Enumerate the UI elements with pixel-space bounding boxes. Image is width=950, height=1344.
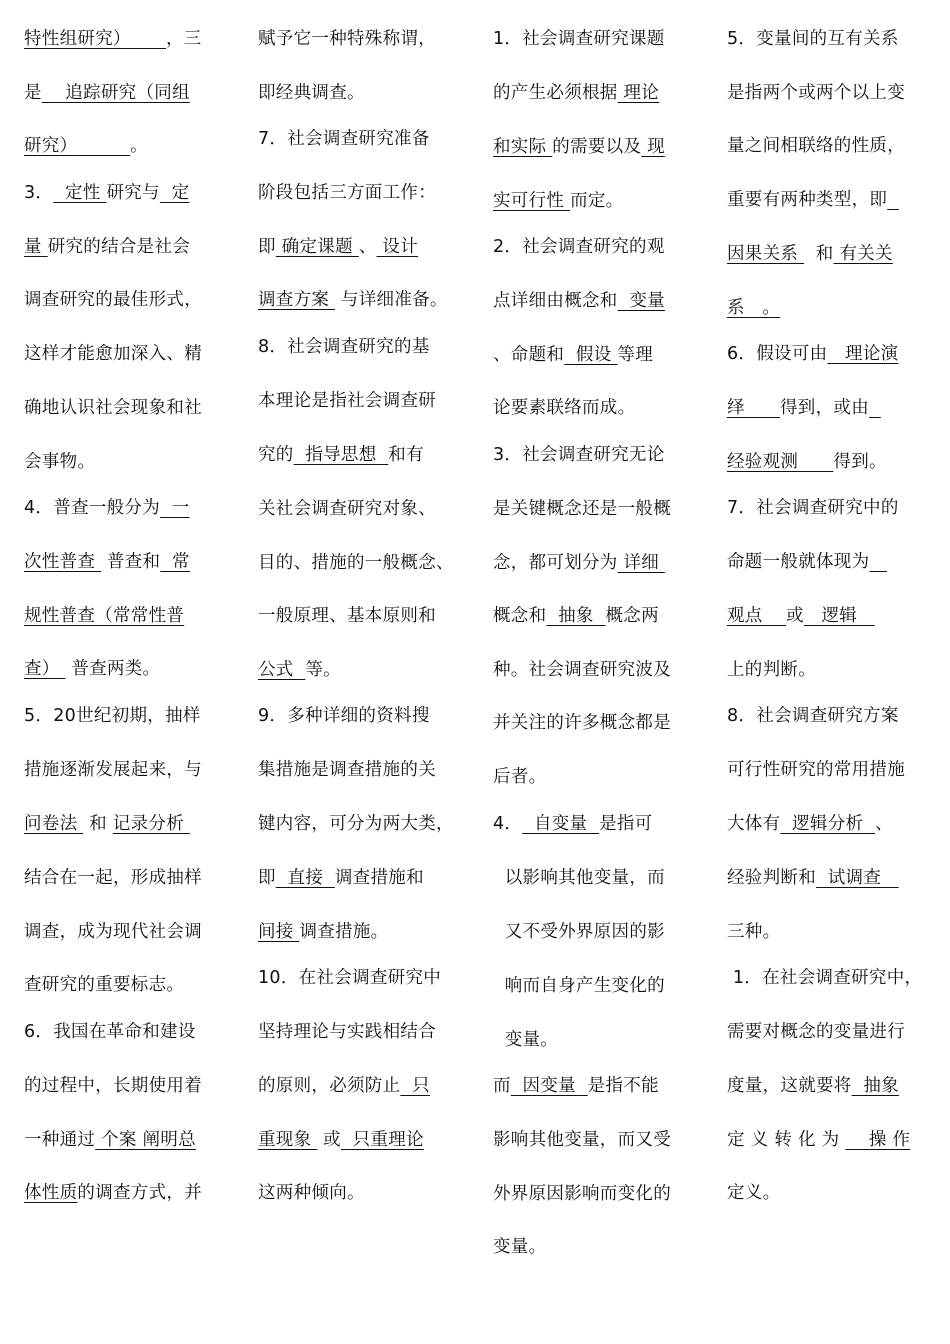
text-segment: 键内容，可分为两大类， — [258, 814, 454, 834]
text-segment: 一种通过 — [24, 1130, 96, 1150]
text-line — [727, 134, 905, 158]
text-line — [24, 1128, 196, 1152]
text-line — [258, 81, 365, 105]
text-line — [258, 181, 436, 205]
fill-in-answer: 抽象 — [851, 1076, 899, 1096]
fill-in-answer: 一 — [160, 498, 190, 518]
fill-in-answer: 自变量 — [522, 814, 600, 834]
fill-in-answer: 观点 — [727, 606, 763, 626]
fill-in-answer: 有关关 — [833, 244, 893, 264]
text-segment: 命题一般就体现为 — [727, 552, 870, 572]
text-segment: 、 — [358, 237, 377, 257]
text-segment: 普查和 — [101, 552, 161, 572]
fill-in-answer: 和实际 — [493, 137, 553, 157]
text-segment: 而定。 — [570, 191, 624, 211]
fill-in-answer: 只重理论 — [340, 1130, 424, 1150]
text-segment: 外界原因影响而变化的 — [493, 1184, 671, 1204]
text-segment: 变量。 — [493, 1237, 547, 1257]
text-segment: 量之间相联络的性质， — [727, 136, 905, 156]
text-line — [24, 235, 190, 259]
text-segment: ，三 — [166, 29, 202, 49]
fill-in-answer: 间接 — [258, 922, 300, 942]
text-segment: 调查措施和 — [334, 868, 424, 888]
text-segment: 大体有 — [727, 814, 781, 834]
text-segment: 6．我国在革命和建设 — [24, 1022, 196, 1042]
fill-in-answer: 量 — [24, 237, 42, 257]
fill-in-answer: 抽象 — [546, 606, 606, 626]
text-segment: 等。 — [305, 660, 341, 680]
text-line — [258, 866, 424, 890]
text-line — [493, 343, 653, 367]
fill-in-answer: 定性 — [53, 183, 107, 203]
text-line — [258, 966, 441, 990]
text-segment: 得到。 — [833, 452, 887, 472]
text-segment: 是指可 — [599, 814, 653, 834]
text-segment: 经验判断和 — [727, 868, 816, 888]
fill-in-answer: 阐明总 — [142, 1130, 196, 1150]
text-line — [727, 1181, 780, 1205]
text-line — [258, 127, 430, 151]
text-segment: 点详细由概念和 — [493, 291, 618, 311]
text-line — [727, 1020, 905, 1044]
text-line — [258, 758, 436, 782]
text-line — [493, 443, 665, 467]
text-line — [727, 496, 899, 520]
text-line — [727, 27, 899, 51]
text-segment: 即 — [258, 237, 276, 257]
text-line — [493, 1074, 659, 1098]
text-segment: 措施逐渐发展起来，与 — [24, 760, 202, 780]
text-line — [258, 235, 418, 259]
text-segment: 目的、措施的一般概念、 — [258, 553, 454, 573]
text-segment: 以影响其他变量，而 — [493, 868, 665, 888]
text-segment: 7．社会调查研究中的 — [727, 498, 899, 518]
text-segment: 结合在一起，形成抽样 — [24, 868, 202, 888]
text-line — [258, 1074, 430, 1098]
text-line — [493, 27, 665, 51]
text-line — [493, 235, 665, 259]
text-segment: 一般原理、基本原则和 — [258, 606, 436, 626]
text-line — [24, 604, 184, 628]
text-segment: 查研究的重要标志。 — [24, 975, 185, 995]
text-segment: 、命题和 — [493, 345, 565, 365]
text-segment: 确地认识社会现象和社 — [24, 398, 202, 418]
text-line — [24, 81, 190, 105]
text-line — [24, 27, 202, 51]
text-line — [24, 1020, 196, 1044]
text-segment: 研究与 — [106, 183, 160, 203]
text-line — [727, 81, 905, 105]
text-line — [493, 551, 665, 575]
text-segment: 重要有两种类型，即 — [727, 190, 888, 210]
text-line — [727, 658, 816, 682]
text-segment: 概念和 — [493, 606, 547, 626]
text-line — [727, 966, 922, 990]
text-line — [24, 134, 148, 158]
text-segment: 的调查方式，并 — [77, 1183, 203, 1203]
text-segment: 得到，或由 — [780, 398, 869, 418]
text-line — [24, 1074, 202, 1098]
text-segment: 或 — [786, 606, 804, 626]
text-line — [24, 396, 202, 420]
text-line — [493, 812, 653, 836]
text-line — [24, 973, 184, 997]
text-segment: 变量。 — [493, 1030, 559, 1050]
fill-in-answer: 次性普查 — [24, 552, 102, 572]
text-line — [493, 1235, 546, 1259]
text-segment: 究的 — [258, 445, 294, 465]
text-line — [258, 335, 430, 359]
text-segment: 又不受外界原因的影 — [493, 922, 665, 942]
fill-in-answer: 理论 — [617, 83, 660, 103]
fill-in-answer: 指导思想 — [293, 445, 389, 465]
text-line — [24, 920, 202, 944]
fill-in-answer — [745, 398, 780, 418]
text-line — [727, 450, 887, 474]
fill-in-answer: 研究） — [24, 136, 78, 156]
fill-in-answer: 逻辑分析 — [780, 814, 876, 834]
fill-in-answer: 公式 — [258, 660, 306, 680]
fill-in-answer — [869, 398, 881, 418]
fill-in-answer: 规性普查（常常性普 — [24, 606, 185, 626]
text-line — [258, 1181, 365, 1205]
text-line — [24, 342, 202, 366]
text-line — [727, 296, 780, 320]
fill-in-answer: 理论演 — [827, 344, 899, 364]
text-segment: 概念两 — [605, 606, 659, 626]
text-line — [24, 758, 202, 782]
fill-in-answer: 记录分析 — [112, 814, 190, 834]
text-segment: 和 — [83, 814, 113, 834]
text-line — [727, 396, 881, 420]
text-segment: 后者。 — [493, 767, 547, 787]
text-line — [258, 443, 424, 467]
text-line — [493, 974, 665, 998]
text-segment: 上的判断。 — [727, 660, 816, 680]
text-segment: 念，都可划分为 — [493, 553, 618, 573]
text-line — [727, 188, 899, 212]
text-segment: 8．社会调查研究的基 — [258, 337, 430, 357]
text-segment: 的需要以及 — [552, 137, 642, 157]
text-line — [493, 135, 665, 159]
fill-in-answer: 只 — [400, 1076, 430, 1096]
text-segment: 或 — [317, 1130, 341, 1150]
fill-in-answer: 个案 — [95, 1130, 143, 1150]
text-segment: 响而自身产生变化的 — [493, 976, 665, 996]
fill-in-answer: 绎 — [727, 398, 745, 418]
text-segment: 是 — [24, 83, 42, 103]
text-segment: 坚持理论与实践相结合 — [258, 1022, 436, 1042]
text-line — [493, 711, 671, 735]
text-line — [258, 604, 436, 628]
text-segment: 而 — [493, 1076, 511, 1096]
text-segment: 调查研究的最佳形式， — [24, 290, 202, 310]
text-segment: 7．社会调查研究准备 — [258, 129, 430, 149]
text-segment: 5．20世纪初期，抽样 — [24, 706, 201, 726]
text-segment: 9．多种详细的资料搜 — [258, 706, 430, 726]
text-line — [258, 1128, 424, 1152]
fill-in-answer: 逻辑 — [803, 606, 875, 626]
fill-in-answer — [763, 606, 786, 626]
fill-in-answer — [887, 190, 899, 210]
text-line — [258, 27, 436, 51]
fill-in-answer — [77, 136, 130, 156]
text-line — [493, 1182, 671, 1206]
fill-in-answer: 常 — [160, 552, 190, 572]
text-segment: 是关键概念还是一般概 — [493, 499, 671, 519]
text-segment: 影响其他变量，而又受 — [493, 1130, 671, 1150]
fill-in-answer: 体性质 — [24, 1183, 78, 1203]
text-line — [727, 866, 899, 890]
text-segment: 、 — [875, 814, 893, 834]
text-segment: 即 — [258, 868, 276, 888]
text-line — [727, 342, 898, 366]
text-line — [24, 288, 202, 312]
fill-in-answer: 变量 — [617, 291, 665, 311]
fill-in-answer: 查） — [24, 659, 60, 679]
fill-in-answer — [869, 552, 887, 572]
text-line — [24, 550, 190, 574]
text-line — [727, 704, 899, 728]
text-segment: 是指两个或两个以上变 — [727, 83, 905, 103]
text-segment: 调查，成为现代社会调 — [24, 922, 202, 942]
text-segment: 会事物。 — [24, 452, 96, 472]
fill-in-answer: 调查方案 — [258, 290, 336, 310]
text-segment: 即经典调查。 — [258, 83, 365, 103]
fill-in-answer: 现 — [641, 137, 665, 157]
text-segment: 2．社会调查研究的观 — [493, 237, 665, 257]
text-line — [727, 1074, 899, 1098]
text-segment: 可行性研究的常用措施 — [727, 760, 905, 780]
fill-in-answer: 直接 — [275, 868, 335, 888]
text-segment: 4． — [493, 814, 523, 834]
text-segment: 与详细准备。 — [335, 290, 448, 310]
text-line — [727, 550, 887, 574]
text-line — [258, 812, 454, 836]
text-line — [493, 289, 665, 313]
text-segment: 定 义 转 化 为 — [727, 1130, 846, 1150]
text-line — [258, 658, 341, 682]
text-segment: 和有 — [388, 445, 424, 465]
text-line — [24, 181, 189, 205]
fill-in-answer: 详细 — [617, 553, 665, 573]
fill-in-answer: 追踪研究（同组 — [41, 83, 190, 103]
text-line — [258, 551, 454, 575]
text-segment: 8．社会调查研究方案 — [727, 706, 899, 726]
text-segment: 关社会调查研究对象、 — [258, 499, 436, 519]
fill-in-answer: 假设 — [564, 345, 618, 365]
text-line — [493, 604, 659, 628]
text-segment: 普查两类。 — [65, 659, 161, 679]
text-segment: 6．假设可由 — [727, 344, 828, 364]
fill-in-answer: 系 。 — [727, 298, 781, 318]
text-segment: 。 — [130, 136, 148, 156]
text-segment: 定义。 — [727, 1183, 781, 1203]
fill-in-answer: 因变量 — [510, 1076, 588, 1096]
text-line — [493, 765, 546, 789]
text-line — [258, 920, 388, 944]
text-line — [24, 496, 190, 520]
text-line — [493, 189, 623, 213]
text-line — [258, 497, 436, 521]
text-segment: 论要素联络而成。 — [493, 398, 636, 418]
text-segment: 的过程中，长期使用着 — [24, 1076, 202, 1096]
text-segment: 本理论是指社会调查研 — [258, 391, 436, 411]
text-line — [727, 242, 893, 266]
text-line — [24, 1181, 202, 1205]
text-segment: 1．社会调查研究课题 — [493, 29, 665, 49]
text-segment: 三种。 — [727, 922, 781, 942]
text-segment: 3．社会调查研究无论 — [493, 445, 665, 465]
text-segment: 种。社会调查研究波及 — [493, 660, 671, 680]
text-segment: 这样才能愈加深入、精 — [24, 344, 202, 364]
text-line — [493, 396, 635, 420]
text-segment: 是指不能 — [587, 1076, 659, 1096]
fill-in-answer — [798, 452, 833, 472]
text-line — [24, 657, 160, 681]
text-line — [258, 389, 436, 413]
text-segment: 4．普查一般分为 — [24, 498, 161, 518]
text-segment: 5．变量间的互有关系 — [727, 29, 899, 49]
fill-in-answer: 定 — [159, 183, 190, 203]
fill-in-answer: 实可行性 — [493, 191, 571, 211]
text-line — [24, 704, 201, 728]
text-segment: 1．在社会调查研究中， — [727, 968, 923, 988]
text-segment: 等理 — [617, 345, 654, 365]
fill-in-answer: 因果关系 — [727, 244, 805, 264]
fill-in-answer — [131, 29, 166, 49]
text-segment: 3． — [24, 183, 54, 203]
text-segment: 10．在社会调查研究中 — [258, 968, 442, 988]
text-segment: 的原则，必须防止 — [258, 1076, 401, 1096]
fill-in-answer: 问卷法 — [24, 814, 84, 834]
fill-in-answer: 操 作 — [845, 1130, 911, 1150]
text-segment: 研究的结合是社会 — [47, 237, 191, 257]
text-segment: 度量，这就要将 — [727, 1076, 852, 1096]
text-line — [493, 866, 665, 890]
text-line — [727, 812, 893, 836]
text-segment: 和 — [804, 244, 834, 264]
text-segment: 需要对概念的变量进行 — [727, 1022, 905, 1042]
text-line — [727, 920, 780, 944]
fill-in-answer: 确定课题 — [275, 237, 359, 257]
text-line — [258, 288, 448, 312]
fill-in-answer: 设计 — [376, 237, 419, 257]
fill-in-answer: 特性组研究） — [24, 29, 131, 49]
text-line — [727, 604, 875, 628]
fill-in-answer: 试调查 — [816, 868, 899, 888]
text-line — [24, 812, 190, 836]
text-line — [493, 920, 665, 944]
text-segment: 这两种倾向。 — [258, 1183, 365, 1203]
text-line — [727, 758, 905, 782]
text-line — [727, 1128, 910, 1152]
text-segment: 的产生必须根据 — [493, 83, 618, 103]
fill-in-answer: 经验观测 — [727, 452, 799, 472]
text-line — [24, 450, 95, 474]
text-segment: 并关注的许多概念都是 — [493, 713, 671, 733]
text-line — [24, 866, 202, 890]
fill-in-answer: 重现象 — [258, 1130, 318, 1150]
text-segment: 集措施是调查措施的关 — [258, 760, 436, 780]
text-line — [258, 1020, 436, 1044]
text-segment: 调查措施。 — [299, 922, 389, 942]
text-line — [493, 81, 659, 105]
text-line — [493, 1128, 671, 1152]
text-segment: 赋予它一种特殊称谓， — [258, 29, 436, 49]
text-segment: 阶段包括三方面工作： — [258, 183, 436, 203]
text-line — [493, 497, 671, 521]
text-line — [493, 658, 671, 682]
text-line — [258, 704, 430, 728]
text-line — [493, 1028, 558, 1052]
